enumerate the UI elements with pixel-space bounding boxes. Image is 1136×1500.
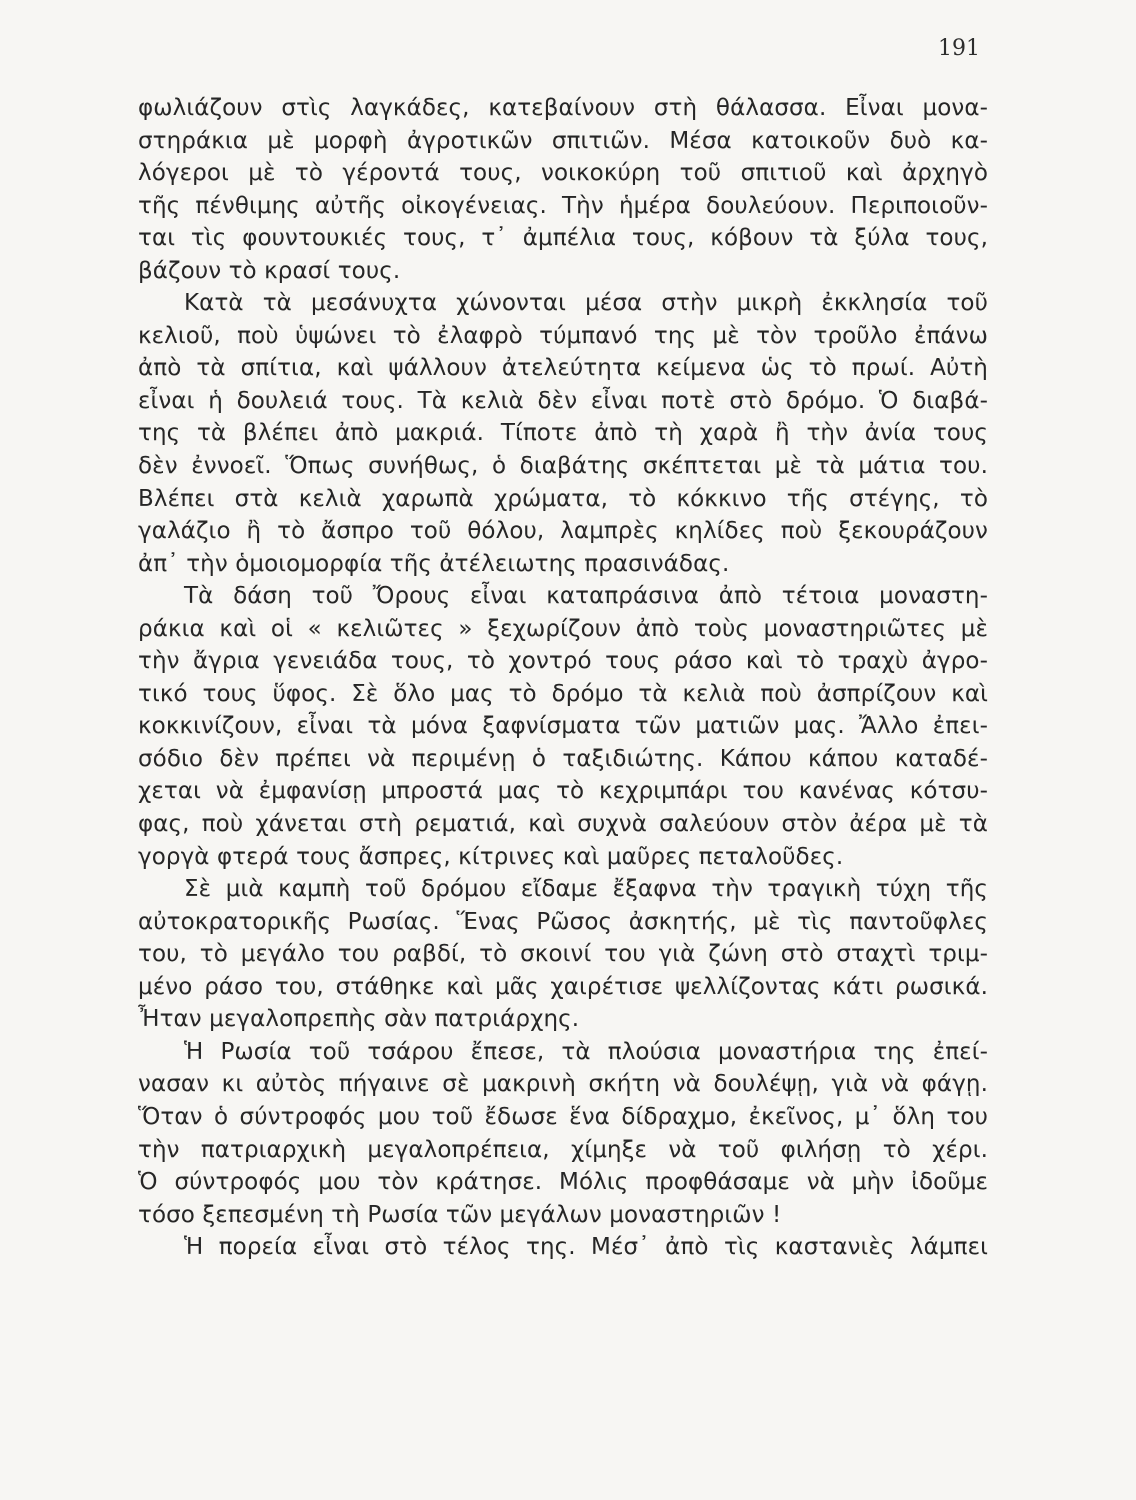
- text-line: γοργὰ φτερά τους ἄσπρες, κίτρινες καὶ μαῦρες πεταλοῦδες.: [138, 843, 844, 870]
- text-line: χεται νὰ ἐμφανίσῃ μπροστά μας τὸ κεχριμπάρι του κανένας κότσυ-: [138, 778, 988, 805]
- text-line: τὴν πατριαρχικὴ μεγαλοπρέπεια, χίμηξε νὰ τοῦ φιλήσῃ τὸ χέρι.: [138, 1136, 988, 1163]
- text-line: της τὰ βλέπει ἀπὸ μακριά. Τίποτε ἀπὸ τὴ χαρὰ ἢ τὴν ἀνία τους: [138, 420, 988, 447]
- text-line: γαλάζιο ἢ τὸ ἄσπρο τοῦ θόλου, λαμπρὲς κηλίδες ποὺ ξεκουράζουν: [138, 518, 988, 545]
- text-line: στηράκια μὲ μορφὴ ἀγροτικῶν σπιτιῶν. Μέσα κατοικοῦν δυὸ κα-: [138, 127, 988, 154]
- text-line: φας, ποὺ χάνεται στὴ ρεματιά, καὶ συχνὰ σαλεύουν στὸν ἀέρα μὲ τὰ: [138, 811, 988, 838]
- page-number: 191: [938, 36, 980, 61]
- text-line: τικό τους ὕφος. Σὲ ὅλο μας τὸ δρόμο τὰ κελιὰ ποὺ ἀσπρίζουν καὶ: [138, 680, 988, 707]
- text-line: μένο ράσο του, στάθηκε καὶ μᾶς χαιρέτισε ψελλίζοντας κάτι ρωσικά.: [138, 973, 988, 1000]
- text-line: του, τὸ μεγάλο του ραβδί, τὸ σκοινί του γιὰ ζώνη στὸ σταχτὶ τριμ-: [138, 941, 988, 968]
- text-line: Ἡ πορεία εἶναι στὸ τέλος της. Μέσ᾿ ἀπὸ τὶς καστανιὲς λάμπει: [184, 1234, 988, 1261]
- text-line: ἀπὸ τὰ σπίτια, καὶ ψάλλουν ἀτελεύτητα κείμενα ὡς τὸ πρωί. Αὐτὴ: [138, 355, 988, 382]
- text-line: Ἦταν μεγαλοπρεπὴς σὰν πατριάρχης.: [138, 1006, 580, 1033]
- text-line: Ἡ Ρωσία τοῦ τσάρου ἔπεσε, τὰ πλούσια μοναστήρια της ἐπεί-: [184, 1038, 988, 1065]
- text-line: Κατὰ τὰ μεσάνυχτα χώνονται μέσα στὴν μικρὴ ἐκκλησία τοῦ: [184, 290, 988, 317]
- text-line: κοκκινίζουν, εἶναι τὰ μόνα ξαφνίσματα τῶν ματιῶν μας. Ἄλλο ἐπει-: [138, 713, 988, 740]
- text-line: τῆς πένθιμης αὐτῆς οἰκογένειας. Τὴν ἡμέρα δουλεύουν. Περιποιοῦν-: [138, 192, 988, 219]
- text-line: τὴν ἄγρια γενειάδα τους, τὸ χοντρό τους ράσο καὶ τὸ τραχὺ ἀγρο-: [138, 648, 988, 675]
- body-text: [138, 92, 988, 1264]
- text-line: Ὅταν ὁ σύντροφός μου τοῦ ἔδωσε ἕνα δίδραχμο, ἐκεῖνος, μ᾿ ὅλη του: [138, 1103, 988, 1130]
- text-line: δὲν ἐννοεῖ. Ὅπως συνήθως, ὁ διαβάτης σκέπτεται μὲ τὰ μάτια του.: [138, 453, 988, 480]
- text-line: Ὁ σύντροφός μου τὸν κράτησε. Μόλις προφθάσαμε νὰ μὴν ἰδοῦμε: [138, 1169, 988, 1196]
- text-line: βάζουν τὸ κρασί τους.: [138, 257, 401, 284]
- text-line: κελιοῦ, ποὺ ὑψώνει τὸ ἐλαφρὸ τύμπανό της μὲ τὸν τροῦλο ἐπάνω: [138, 322, 988, 349]
- text-line: λόγεροι μὲ τὸ γέροντά τους, νοικοκύρη τοῦ σπιτιοῦ καὶ ἀρχηγὸ: [138, 160, 988, 187]
- text-line: Βλέπει στὰ κελιὰ χαρωπὰ χρώματα, τὸ κόκκινο τῆς στέγης, τὸ: [138, 485, 988, 512]
- text-line: αὐτοκρατορικῆς Ρωσίας. Ἕνας Ρῶσος ἀσκητής, μὲ τὶς παντοῦφλες: [138, 908, 988, 935]
- text-line: ἀπ᾿ τὴν ὁμοιομορφία τῆς ἀτέλειωτης πρασινάδας.: [138, 550, 730, 577]
- text-line: τόσο ξεπεσμένη τὴ Ρωσία τῶν μεγάλων μοναστηριῶν !: [138, 1201, 782, 1228]
- text-line: σόδιο δὲν πρέπει νὰ περιμένῃ ὁ ταξιδιώτης. Κάπου κάπου καταδέ-: [138, 745, 988, 772]
- text-line: εἶναι ἡ δουλειά τους. Τὰ κελιὰ δὲν εἶναι ποτὲ στὸ δρόμο. Ὁ διαβά-: [138, 387, 988, 414]
- text-line: ράκια καὶ οἱ « κελιῶτες » ξεχωρίζουν ἀπὸ τοὺς μοναστηριῶτες μὲ: [138, 615, 988, 642]
- text-line: ται τὶς φουντουκιές τους, τ᾿ ἀμπέλια τους, κόβουν τὰ ξύλα τους,: [138, 225, 988, 252]
- text-line: Τὰ δάση τοῦ Ὄρους εἶναι καταπράσινα ἀπὸ τέτοια μοναστη-: [184, 583, 988, 610]
- text-line: νασαν κι αὐτὸς πήγαινε σὲ μακρινὴ σκήτη νὰ δουλέψῃ, γιὰ νὰ φάγῃ.: [138, 1071, 988, 1098]
- text-line: φωλιάζουν στὶς λαγκάδες, κατεβαίνουν στὴ θάλασσα. Εἶναι μονα-: [138, 95, 988, 121]
- text-line: Σὲ μιὰ καμπὴ τοῦ δρόμου εἴδαμε ἔξαφνα τὴν τραγικὴ τύχη τῆς: [184, 876, 988, 903]
